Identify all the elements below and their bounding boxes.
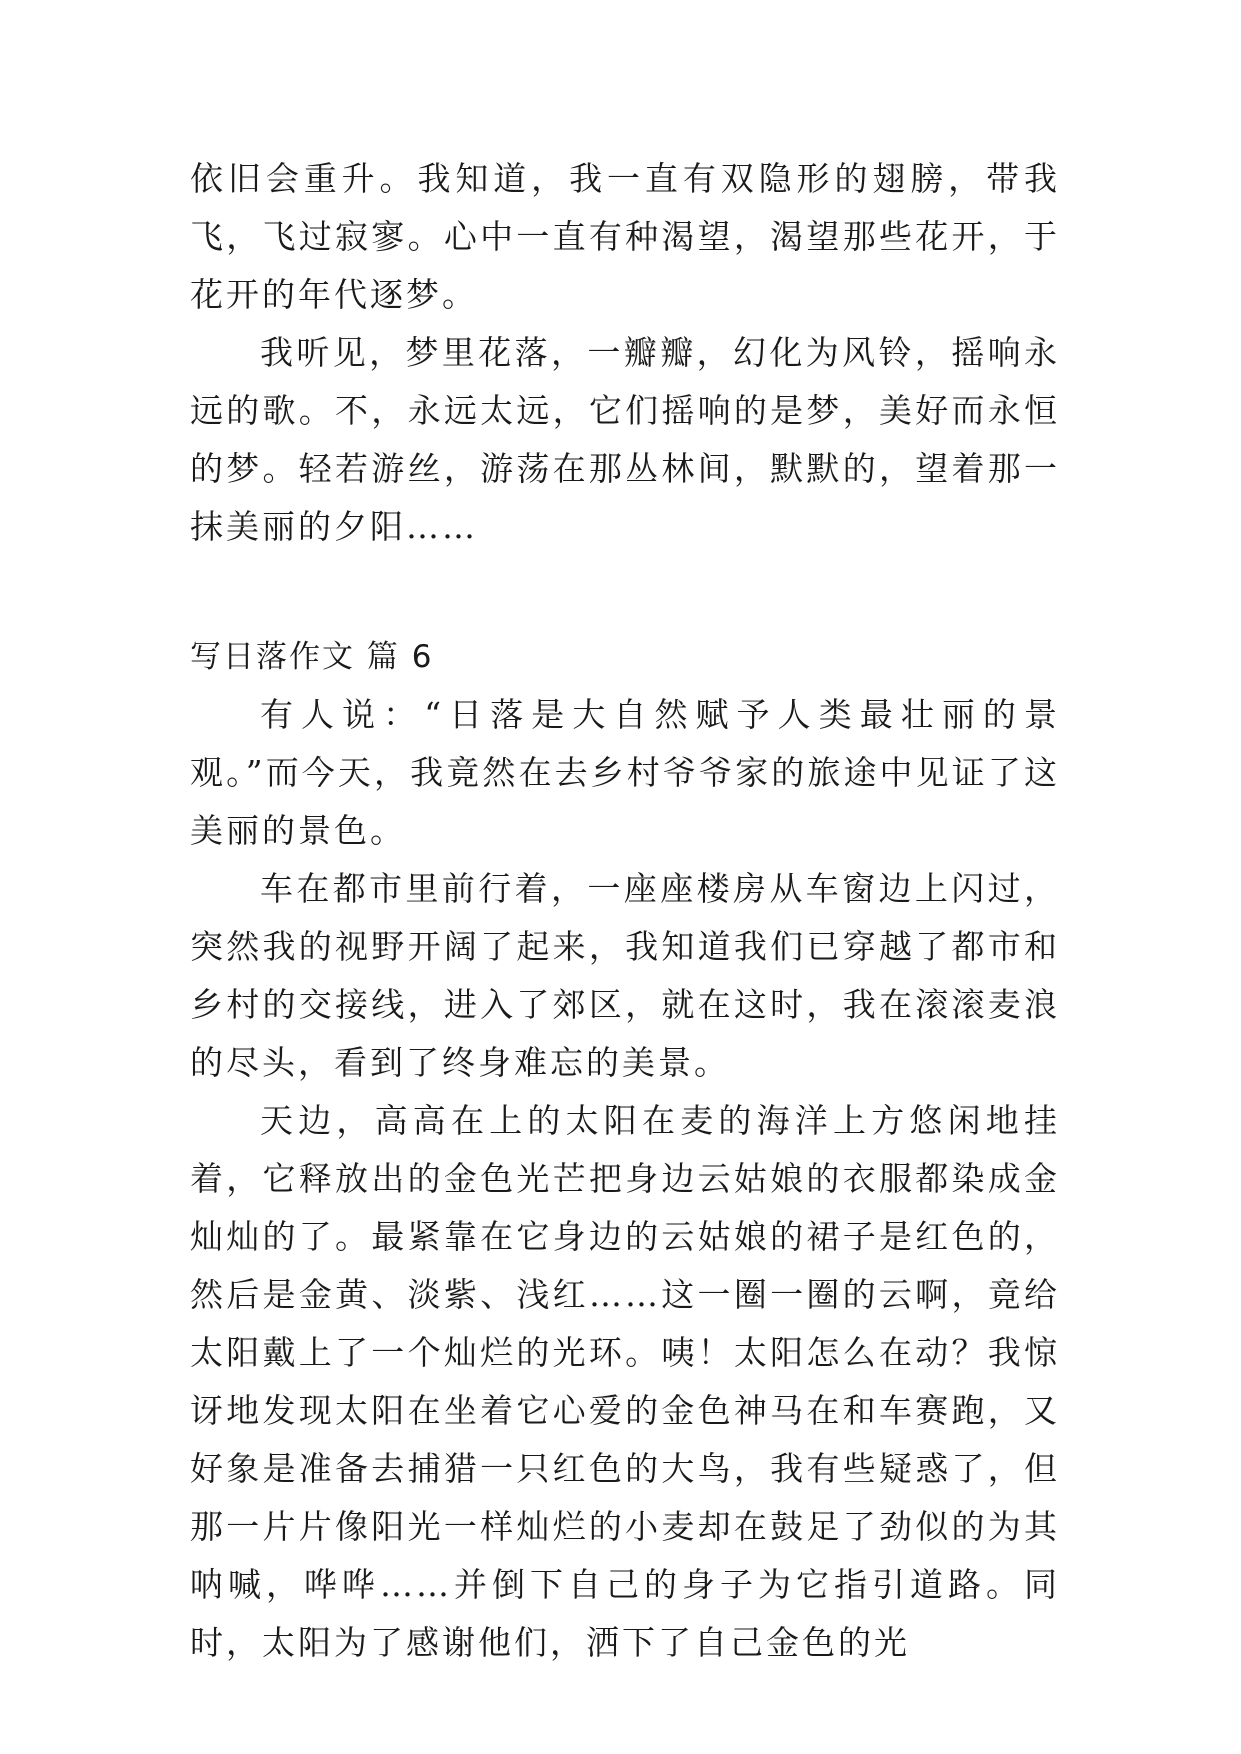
paragraph-car-journey: 车在都市里前行着，一座座楼房从车窗边上闪过，突然我的视野开阔了起来，我知道我们已穿越了都市和乡村的交接线，进入了郊区，就在这时，我在滚滚麦浪的尽头，看到了终身难忘的美景。 [190,869,1060,1082]
paragraph-intro: 有人说：“日落是大自然赋予人类最壮丽的景观。”而今天，我竟然在去乡村爷爷家的旅途中见证了这美丽的景色。 [190,695,1060,850]
paragraph-continued: 依旧会重升。我知道，我一直有双隐形的翅膀，带我飞，飞过寂寥。心中一直有种渴望，渴望那些花开，于花开的年代逐梦。 [190,159,1060,314]
document-page [190,150,1060,1672]
paragraph-dream-flowers: 我听见，梦里花落，一瓣瓣，幻化为风铃，摇响永远的歌。不，永远太远，它们摇响的是梦，美好而永恒的梦。轻若游丝，游荡在那丛林间，默默的，望着那一抹美丽的夕阳…… [190,333,1060,546]
section-title: 写日落作文 篇 6 [190,639,434,675]
section-spacer [190,556,1060,628]
paragraph-sunset-description: 天边，高高在上的太阳在麦的海洋上方悠闲地挂着，它释放出的金色光芒把身边云姑娘的衣服都染成金灿灿的了。最紧靠在它身边的云姑娘的裙子是红色的，然后是金黄、淡紫、浅红……这一圈一圈的云啊，竟给太阳戴上了一个灿烂的光环。咦！太阳怎么在动？我惊讶地发现太阳在坐着它心爱的金色神马在和车赛跑，又好象是准备去捕猎一只红色的大鸟，我有些疑惑了，但那一片片像阳光一样灿烂的小麦却在鼓足了劲似的为其呐喊，哗哗……并倒下自己的身子为它指引道路。同时，太阳为了感谢他们，洒下了自己金色的光 [190,1101,1060,1662]
